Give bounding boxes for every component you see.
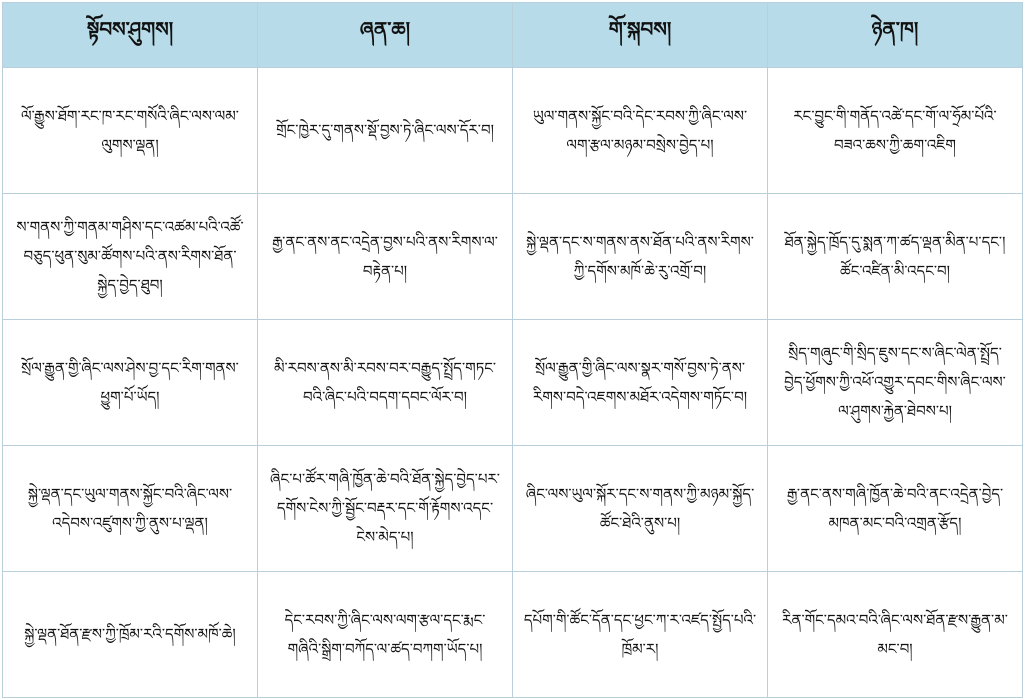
table-cell: ལོ་རྒྱུས་ཐོག་རང་ཁ་རང་གསོའི་ཞིང་ལས་ལམ་ལུགས་ལྡན། xyxy=(3,68,258,194)
table-cell: གྲོང་ཁྱེར་དུ་གནས་སྡོ་བྱས་ཏེ་ཞིང་ལས་དོར་བ། xyxy=(258,68,513,194)
table-body xyxy=(3,68,1023,698)
table-cell: སྲོལ་རྒྱུན་གྱི་ཞིང་ལས་ཤེས་བྱ་དང་རིག་གནས་ཕྱུག་པོ་ཡོད། xyxy=(3,320,258,446)
table-cell: ཡུལ་གནས་སྐྱོང་བའི་དེང་རབས་ཀྱི་ཞིང་ལས་ལག་རྩལ་མཉམ་བསྲེས་བྱེད་པ། xyxy=(513,68,768,194)
table-cell: སྲོལ་རྒྱུན་གྱི་ཞིང་ལས་སྣར་གསོ་བྱས་ཏེ་ནས་རིགས་བདེ་འཇགས་མཐོར་འདེགས་གཏོང་བ། xyxy=(513,320,768,446)
header-strengths: སྟོབས་ཤུགས། xyxy=(3,3,258,68)
swot-table xyxy=(2,2,1023,698)
table-cell: ཐོན་སྐྱེད་ཁྲོད་དུ་སྨན་ཀ་ཚད་ལྡན་མིན་པ་དང་། ཚོང་འཛིན་མི་འདང་བ། xyxy=(768,194,1023,320)
table-cell: དཔོག་གི་ཚོང་དོན་དང་ཕྱང་ཀ་ར་འཛད་སྤྱོད་པའི་ཁྲོམ་ར། xyxy=(513,572,768,698)
table-cell: ཞིང་པ་ཚོར་གཞི་ཁྱོན་ཆེ་བའི་ཐོན་སྐྱེད་བྱེད་པར་དགོས་ངེས་ཀྱི་སྦྱོང་བརྡར་དང་གོ་རྟོགས་འདང་ངེས་མེད་པ། xyxy=(258,446,513,572)
table-row xyxy=(3,572,1023,698)
table-header xyxy=(3,3,1023,68)
table-row xyxy=(3,446,1023,572)
table-cell: རིན་གོང་དམའ་བའི་ཞིང་ལས་ཐོན་རྫས་རྒྱུན་མ་མང་བ། xyxy=(768,572,1023,698)
table-cell: རྒྱ་ནང་ནས་གཞི་ཁྱོན་ཆེ་བའི་ནང་འདྲེན་བྱེད་མཁན་མང་བའི་འགྲན་རྩོད། xyxy=(768,446,1023,572)
table-cell: རྒྱ་ནང་ནས་ནང་འདྲེན་བྱས་པའི་ནས་རིགས་ལ་བརྟེན་པ། xyxy=(258,194,513,320)
table-cell: རང་བྱུང་གི་གནོད་འཚེ་དང་གོ་ལ་ཧྲོམ་པོའི་བཟའ་ཆས་ཀྱི་ཆག་འཇིག xyxy=(768,68,1023,194)
table-cell: སྲིད་གཞུང་གི་སྲིད་ཇུས་དང་ས་ཞིང་ལེན་སྤྲོད་བྱེད་ཕྱོགས་ཀྱི་འཕོ་འགྱུར་དབང་གིས་ཞིང་ལས་ལ་ཤུགས་རྐྱེན་ཐེབས་པ། xyxy=(768,320,1023,446)
table-cell: ཞིང་ལས་ཡུལ་སྐོར་དང་ས་གནས་ཀྱི་མཉམ་སྐྱོད་ཚོང་ཐེའི་ནུས་པ། xyxy=(513,446,768,572)
table-row xyxy=(3,194,1023,320)
table-row xyxy=(3,68,1023,194)
table-cell: སྐྱེ་ལྡན་དང་ས་གནས་ནས་ཐོན་པའི་ནས་རིགས་ཀྱི་དགོས་མཁོ་ཆེ་རུ་འགྲོ་བ། xyxy=(513,194,768,320)
table-cell: དེང་རབས་ཀྱི་ཞིང་ལས་ལག་རྩལ་དང་རྨང་གཞིའི་སྒྲིག་བཀོད་ལ་ཚད་བཀག་ཡོད་པ། xyxy=(258,572,513,698)
header-opportunities: གོ་སྐབས། xyxy=(513,3,768,68)
table-cell: སྐྱེ་ལྡན་དང་ཡུལ་གནས་སྐྱོང་བའི་ཞིང་ལས་འདེབས་འཛུགས་ཀྱི་ནུས་པ་ལྡན། xyxy=(3,446,258,572)
table-cell: སྐྱེ་ལྡན་ཐོན་རྫས་ཀྱི་ཁྲོམ་རའི་དགོས་མཁོ་ཆེ། xyxy=(3,572,258,698)
table-cell: མི་རབས་ནས་མི་རབས་བར་བརྒྱུད་སྤྲོད་གཏང་བའི་ཞིང་པའི་བདག་དབང་ལོར་བ། xyxy=(258,320,513,446)
table-row xyxy=(3,320,1023,446)
table-cell: ས་གནས་ཀྱི་གནམ་གཤིས་དང་འཚམ་པའི་འཚོ་བཅུད་ཕུན་སུམ་ཚོགས་པའི་ནས་རིགས་ཐོན་སྐྱེད་བྱེད་ཐུབ། xyxy=(3,194,258,320)
header-weaknesses: ཞན་ཆ། xyxy=(258,3,513,68)
header-row xyxy=(3,3,1023,68)
header-threats: ཉེན་ཁ། xyxy=(768,3,1023,68)
